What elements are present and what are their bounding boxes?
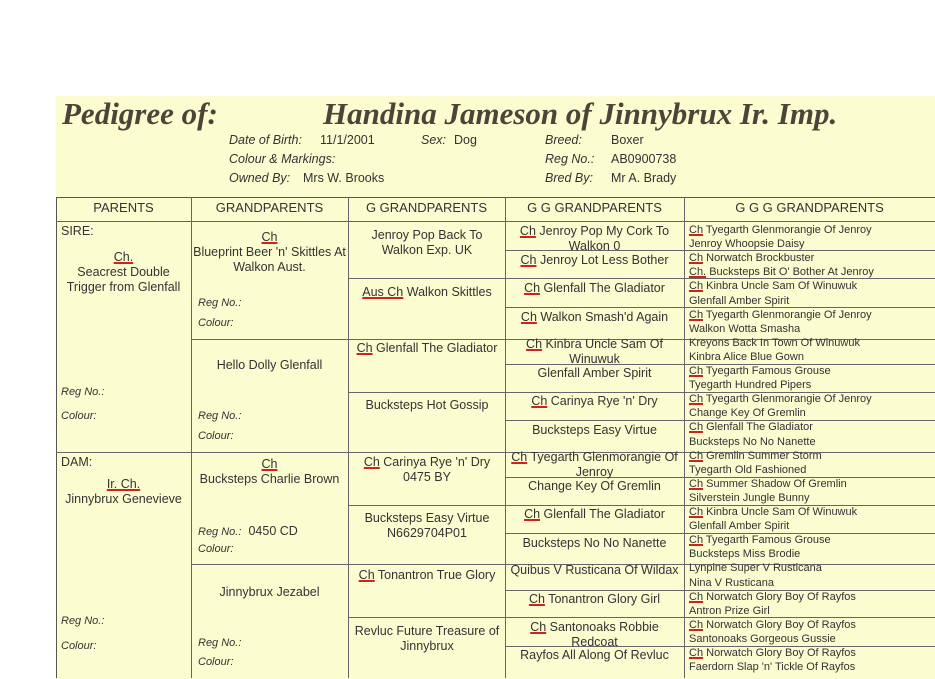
gggp-title: Ch <box>524 507 541 521</box>
gggp-title: Ch <box>520 310 537 324</box>
dam-title: Ir. Ch. <box>106 477 141 491</box>
col-divider <box>684 197 685 678</box>
ggp-cell <box>352 285 502 300</box>
ggggp-name: Kreyons Back In Town Of Winuwuk <box>689 336 860 349</box>
ggggp-name: Nina V Rusticana <box>689 576 774 589</box>
bred-value: Mr A. Brady <box>611 171 677 185</box>
ggggp-name: Santonoaks Gorgeous Gussie <box>689 632 836 645</box>
ggggp-cell <box>689 577 774 590</box>
ggggp-title: Ch <box>689 647 704 659</box>
ggggp-cell <box>689 252 814 265</box>
header-divider <box>56 221 935 222</box>
gggp-cell <box>507 310 682 325</box>
ggp-cell <box>352 341 502 356</box>
ggggp-cell <box>689 337 860 350</box>
ggggp-title: Ch. <box>689 266 707 279</box>
gggp-name: Rayfos All Along Of Revluc <box>520 648 669 662</box>
gggp-name: Walkon Smash'd Again <box>540 310 669 324</box>
dob-value: 11/1/2001 <box>320 133 375 147</box>
grandparent-name: Blueprint Beer 'n' Skittles At Walkon Aust. <box>193 245 346 274</box>
ggggp-name: Tyegarth Glenmorangie Of Jenroy <box>705 224 872 236</box>
ggggp-cell <box>689 478 847 491</box>
gggp-title: Ch <box>526 337 543 351</box>
gggp-title: Ch <box>520 253 537 267</box>
gggp-cell <box>507 337 682 367</box>
ggp-title: Ch <box>356 341 373 355</box>
ggggp-cell <box>689 506 857 519</box>
gggp-cell <box>507 648 682 663</box>
dam-cell <box>60 477 187 507</box>
ggggp-name: Walkon Wotta Smasha <box>689 322 801 335</box>
gggp-title: Ch <box>519 224 536 238</box>
ggggp-cell <box>689 379 811 392</box>
gggp-name: Bucksteps Easy Virtue <box>532 423 657 437</box>
gggp-title: Ch <box>531 394 548 408</box>
sire-colour-label: Colour: <box>61 410 97 422</box>
gggp-name: Kinbra Uncle Sam Of Winuwuk <box>545 337 663 366</box>
ggggp-name: Tyegarth Hundred Pipers <box>689 379 812 392</box>
gggp-cell <box>507 479 682 494</box>
ggggp-cell <box>689 633 836 646</box>
gggp-name: Jenroy Lot Less Bother <box>539 253 669 267</box>
gggp-name: Glenfall Amber Spirit <box>537 366 652 380</box>
reg-value: 0450 CD <box>248 524 298 538</box>
gggp-name: Glenfall The Gladiator <box>543 281 665 295</box>
gggp-cell <box>507 394 682 409</box>
colour-markings-label: Colour & Markings: <box>229 152 336 166</box>
ggggp-title: Ch <box>689 224 704 236</box>
reg-label: Reg No.: <box>198 297 242 309</box>
reg-row <box>545 152 677 166</box>
gggp-cell <box>507 253 682 268</box>
ggggp-name: Tyegarth Famous Grouse <box>705 534 831 547</box>
dob-label: Date of Birth: <box>229 133 302 147</box>
grandparent-title: Ch <box>261 457 278 471</box>
colour-label: Colour: <box>198 317 234 329</box>
dob-row <box>229 133 375 147</box>
grandparent-name: Jinnybrux Jezabel <box>219 585 320 599</box>
ggggp-cell <box>689 436 816 449</box>
ggggp-name: Summer Shadow Of Gremlin <box>706 477 847 490</box>
ggp-name: Revluc Future Treasure of Jinnybrux <box>354 624 500 653</box>
ggggp-cell <box>689 421 813 434</box>
sire-title: Ch. <box>113 250 134 264</box>
ggggp-name: Kinbra Uncle Sam Of Winuwuk <box>706 280 858 293</box>
col-divider <box>191 197 192 678</box>
header-grandparents: GRANDPARENTS <box>215 200 324 215</box>
ggggp-title: Ch <box>689 449 704 462</box>
ggp-name: Tonantron True Glory <box>377 568 496 582</box>
ggggp-cell <box>689 224 872 237</box>
ggggp-cell <box>689 492 809 505</box>
ggggp-name: Kinbra Alice Blue Gown <box>689 350 804 363</box>
ggggp-name: Lynpine Super V Rusticana <box>689 562 822 575</box>
owned-value: Mrs W. Brooks <box>303 171 385 185</box>
ggp-name: Bucksteps Easy Virtue N6629704P01 <box>364 511 490 540</box>
ggggp-cell <box>689 238 805 251</box>
reg-label-text: Reg No.: <box>198 526 242 538</box>
ggggp-name: Tyegarth Glenmorangie Of Jenroy <box>705 393 872 406</box>
gggp-cell <box>507 563 682 578</box>
gggp-title: Ch <box>528 592 545 606</box>
dog-name-title: Handina Jameson of Jinnybrux Ir. Imp. <box>323 96 838 131</box>
gggp-title: Ch <box>524 281 541 295</box>
header-gg-grandparents: G G GRANDPARENTS <box>527 200 662 215</box>
ggggp-name: Tyegarth Glenmorangie Of Jenroy <box>705 308 872 321</box>
ggp-title: Ch <box>363 455 380 469</box>
ggggp-title: Ch <box>689 252 704 265</box>
gggp-cell <box>507 281 682 296</box>
ggggp-cell <box>689 605 770 618</box>
gggp-name: Jenroy Pop My Cork To Walkon 0 <box>539 224 670 253</box>
dam-colour-label: Colour: <box>61 640 97 652</box>
gggp-cell <box>507 592 682 607</box>
ggggp-cell <box>689 534 831 547</box>
ggggp-cell <box>689 591 856 604</box>
gggp-name: Tyegarth Glenmorangie Of Jenroy <box>530 450 678 479</box>
ggggp-name: Norwatch Glory Boy Of Rayfos <box>706 618 856 631</box>
ggggp-name: Glenfall Amber Spirit <box>689 520 790 533</box>
dam-reg-label: Reg No.: <box>61 615 105 627</box>
col-divider <box>505 197 506 678</box>
ggp-name: Walkon Skittles <box>406 285 492 299</box>
grandparent-cell <box>193 457 346 487</box>
gggp-title: Ch <box>511 450 528 464</box>
ggp-title: Aus Ch <box>362 285 404 299</box>
dam-label: DAM: <box>61 455 93 469</box>
ggggp-name: Bucksteps Bit O' Bother At Jenroy <box>709 266 874 279</box>
ggggp-title: Ch <box>689 421 704 434</box>
gggp-name: Tonantron Glory Girl <box>548 592 661 606</box>
ggp-name: Glenfall The Gladiator <box>376 341 498 355</box>
grandparent-title: Ch <box>261 230 278 244</box>
ggggp-name: Faerdorn Slap 'n' Tickle Of Rayfos <box>689 661 856 674</box>
ggggp-cell <box>689 450 822 463</box>
ggggp-cell <box>689 407 806 420</box>
bred-row <box>545 171 677 185</box>
ggggp-cell <box>689 393 872 406</box>
ggggp-cell <box>689 323 800 336</box>
breed-label: Breed: <box>545 133 582 147</box>
owned-label: Owned By: <box>229 171 291 185</box>
ggggp-name: Antron Prize Girl <box>689 604 770 617</box>
ggggp-name: Change Key Of Gremlin <box>689 407 806 420</box>
ggggp-name: Glenfall The Gladiator <box>706 421 813 434</box>
sex-value: Dog <box>454 133 477 147</box>
grandparent-cell <box>193 230 346 275</box>
grandparent-name: Bucksteps Charlie Brown <box>199 472 340 486</box>
sire-label: SIRE: <box>61 224 94 238</box>
reg-label: Reg No.: <box>198 637 242 649</box>
reg-label <box>198 524 298 538</box>
gggp-name: Glenfall The Gladiator <box>543 507 665 521</box>
gggp-cell <box>507 536 682 551</box>
gggp-cell <box>507 450 682 480</box>
header-ggg-grandparents: G G G GRANDPARENTS <box>735 200 884 215</box>
ggggp-cell <box>689 365 831 378</box>
owned-row <box>229 171 385 185</box>
gggp-name: Bucksteps No No Nanette <box>522 536 667 550</box>
ggggp-name: Bucksteps No No Nanette <box>689 435 816 448</box>
colour-markings-row <box>229 152 335 166</box>
ggggp-title: Ch <box>689 590 704 603</box>
header-g-grandparents: G GRANDPARENTS <box>365 200 488 215</box>
gggp-cell <box>507 224 682 254</box>
ggp-name: Carinya Rye 'n' Dry 0475 BY <box>383 455 491 484</box>
gggp-name: Quibus V Rusticana Of Wildax <box>510 563 679 577</box>
gggp-name: Carinya Rye 'n' Dry <box>550 394 658 408</box>
ggggp-name: Bucksteps Miss Brodie <box>689 548 801 561</box>
sire-cell <box>60 250 187 295</box>
ggggp-cell <box>689 661 855 674</box>
gggp-cell <box>507 507 682 522</box>
ggggp-title: Ch <box>689 365 704 377</box>
ggggp-cell <box>689 520 789 533</box>
ggggp-name: Norwatch Glory Boy Of Rayfos <box>706 647 856 659</box>
gggp-name: Change Key Of Gremlin <box>528 479 661 493</box>
ggggp-title: Ch <box>689 534 704 547</box>
ggp-name: Bucksteps Hot Gossip <box>365 398 489 412</box>
colour-label: Colour: <box>198 656 234 668</box>
ggggp-cell <box>689 295 789 308</box>
reg-value: AB0900738 <box>611 152 677 166</box>
ggggp-cell <box>689 266 874 279</box>
reg-label: Reg No.: <box>198 410 242 422</box>
ggggp-title: Ch <box>689 618 704 631</box>
ggggp-cell <box>689 464 806 477</box>
gggp-name: Santonoaks Robbie Redcoat <box>549 620 659 649</box>
sire-name: Seacrest Double Trigger from Glenfall <box>66 265 181 294</box>
ggggp-name: Jenroy Whoopsie Daisy <box>689 238 805 251</box>
colour-label: Colour: <box>198 430 234 442</box>
col-divider <box>348 197 349 678</box>
colour-label: Colour: <box>198 543 234 555</box>
gggp-cell <box>507 366 682 381</box>
bred-label: Bred By: <box>545 171 593 185</box>
ggggp-cell <box>689 351 804 364</box>
ggggp-name: Norwatch Glory Boy Of Rayfos <box>706 590 856 603</box>
ggp-cell <box>352 568 502 583</box>
gggp-title: Ch <box>530 620 547 634</box>
ggggp-cell <box>689 280 857 293</box>
ggp-title: Ch <box>358 568 375 582</box>
sire-reg-label: Reg No.: <box>61 386 105 398</box>
ggggp-cell <box>689 309 872 322</box>
ggggp-title: Ch <box>689 393 704 406</box>
dam-name: Jinnybrux Genevieve <box>65 492 182 506</box>
ggggp-cell <box>689 562 822 575</box>
sex-row <box>421 133 477 147</box>
ggp-name: Jenroy Pop Back To Walkon Exp. UK <box>371 228 483 257</box>
ggggp-title: Ch <box>689 308 704 321</box>
page-title-label: Pedigree of: <box>62 96 218 131</box>
gggp-cell <box>507 423 682 438</box>
ggggp-name: Norwatch Brockbuster <box>706 252 815 265</box>
gggp-cell <box>507 620 682 650</box>
grandparent-name: Hello Dolly Glenfall <box>216 358 323 372</box>
ggggp-name: Kinbra Uncle Sam Of Winuwuk <box>706 506 858 518</box>
header-parents: PARENTS <box>93 200 154 215</box>
ggp-cell <box>352 455 502 485</box>
ggggp-cell <box>689 619 856 632</box>
sex-label: Sex: <box>421 133 447 147</box>
ggggp-name: Glenfall Amber Spirit <box>689 294 790 307</box>
ggggp-name: Silverstein Jungle Bunny <box>689 491 810 504</box>
ggggp-title: Ch <box>689 280 704 293</box>
ggggp-title: Ch <box>689 506 704 518</box>
reg-label: Reg No.: <box>545 152 595 166</box>
ggggp-name: Gremlin Summer Storm <box>706 449 822 462</box>
breed-value: Boxer <box>611 133 644 147</box>
ggggp-cell <box>689 647 856 660</box>
ggggp-name: Tyegarth Old Fashioned <box>689 463 807 476</box>
ggggp-title: Ch <box>689 477 704 490</box>
ggggp-name: Tyegarth Famous Grouse <box>705 365 831 377</box>
ggggp-cell <box>689 548 800 561</box>
breed-row <box>545 133 644 147</box>
